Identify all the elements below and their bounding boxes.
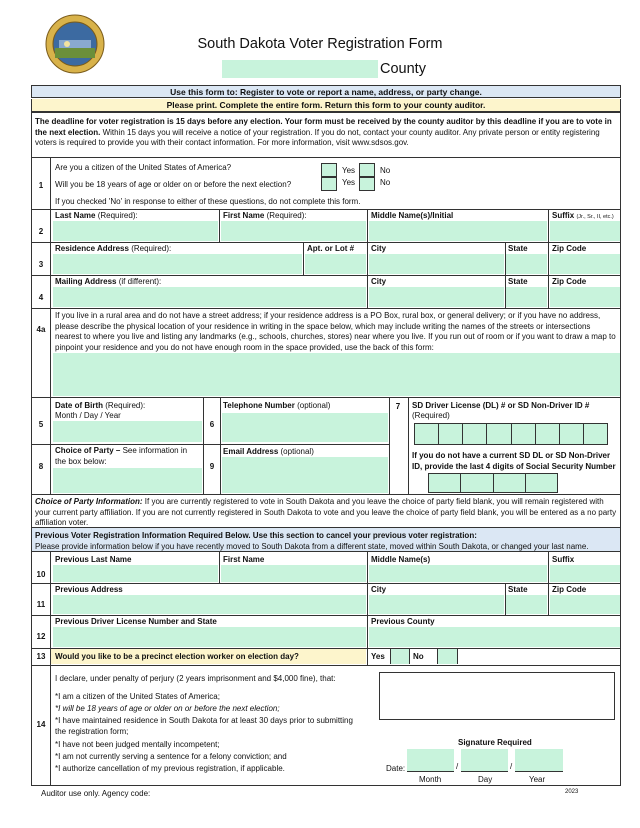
signature-required-label: Signature Required bbox=[458, 738, 532, 747]
dob-input[interactable] bbox=[53, 421, 202, 442]
declaration-5: *I am not currently serving a sentence for a felony conviction; and bbox=[55, 752, 287, 761]
middle-name-label: Middle Name(s)/Initial bbox=[371, 211, 454, 220]
party-label: Choice of Party – See information in the box below: bbox=[55, 446, 188, 466]
dl-required: (Required) bbox=[412, 411, 450, 420]
prev-suffix-label: Suffix bbox=[552, 555, 575, 564]
dob-format: Month / Day / Year bbox=[55, 411, 121, 420]
section-4-number: 4 bbox=[38, 293, 44, 302]
age-yes-checkbox[interactable] bbox=[321, 177, 337, 191]
section-8-number: 8 bbox=[38, 462, 44, 471]
election-worker-no-label: No bbox=[413, 652, 424, 661]
citizen-no-label: No bbox=[380, 166, 391, 175]
residence-state-label: State bbox=[508, 244, 528, 253]
prev-zip-input[interactable] bbox=[550, 595, 620, 614]
auditor-use-label: Auditor use only. Agency code: bbox=[41, 789, 151, 798]
dl-label: SD Driver License (DL) # or SD Non-Driver ID # bbox=[412, 401, 590, 410]
email-label: Email Address (optional) bbox=[223, 447, 314, 456]
phone-input[interactable] bbox=[222, 413, 388, 442]
dob-label: Date of Birth (Required): bbox=[55, 401, 146, 410]
prev-zip-label: Zip Code bbox=[552, 585, 587, 594]
prev-middle-name-input[interactable] bbox=[369, 565, 547, 582]
section-13-number: 13 bbox=[36, 652, 46, 661]
last-name-label: Last Name (Required): bbox=[55, 211, 138, 220]
deadline-normal: Within 15 days you will receive a notice of your registration. If you do not, contact your county auditor. Any private person or entity registering voters is required to provide you with their contact information. For more information, visit www.sdsos.gov. bbox=[35, 127, 600, 147]
dl-digit-boxes[interactable] bbox=[414, 423, 608, 445]
section-2-number: 2 bbox=[38, 227, 44, 236]
residence-address-input[interactable] bbox=[53, 254, 302, 274]
residence-state-input[interactable] bbox=[506, 254, 547, 274]
sign-day-input[interactable] bbox=[461, 749, 508, 772]
deadline-text bbox=[35, 117, 617, 149]
no-dl-instructions: If you do not have a current SD DL or SD Non-Driver ID, provide the last 4 digits of Social Security Number bbox=[412, 451, 616, 471]
prev-dl-input[interactable] bbox=[53, 627, 366, 647]
date-label: Date: bbox=[386, 764, 406, 773]
residence-address-label: Residence Address (Required): bbox=[55, 244, 172, 253]
citizen-note: If you checked 'No' in response to either of these questions, do not complete this form. bbox=[55, 197, 361, 206]
section-5-number: 5 bbox=[38, 420, 44, 429]
sign-year-input[interactable] bbox=[515, 749, 563, 772]
mailing-zip-input[interactable] bbox=[550, 287, 620, 307]
party-input[interactable] bbox=[53, 468, 202, 493]
prev-state-input[interactable] bbox=[506, 595, 547, 614]
prev-first-name-label: First Name bbox=[223, 555, 265, 564]
email-input[interactable] bbox=[222, 457, 388, 493]
mailing-zip-label: Zip Code bbox=[552, 277, 587, 286]
residence-city-label: City bbox=[371, 244, 387, 253]
signature-box[interactable] bbox=[379, 672, 615, 720]
prev-last-name-input[interactable] bbox=[53, 565, 218, 582]
apt-label: Apt. or Lot # bbox=[307, 244, 355, 253]
prev-dl-label: Previous Driver License Number and State bbox=[55, 617, 217, 626]
age-question: Will you be 18 years of age or older on or before the next election? bbox=[55, 180, 292, 189]
sign-month-input[interactable] bbox=[407, 749, 454, 772]
section-1-number: 1 bbox=[38, 181, 44, 190]
declaration-2: *I will be 18 years of age or older on or before the next election; bbox=[55, 704, 280, 713]
section-7-number: 7 bbox=[395, 402, 401, 411]
please-print-banner: Please print. Complete the entire form. Return this form to your county auditor. bbox=[31, 99, 621, 112]
county-label: County bbox=[380, 61, 426, 77]
citizen-question: Are you a citizen of the United States of America? bbox=[55, 163, 232, 172]
mailing-city-input[interactable] bbox=[369, 287, 504, 307]
first-name-label: First Name (Required): bbox=[223, 211, 307, 220]
section-4a-number: 4a bbox=[36, 325, 46, 334]
form-year: 2023 bbox=[565, 789, 579, 795]
section-9-number: 9 bbox=[209, 462, 215, 471]
residence-zip-input[interactable] bbox=[550, 254, 620, 274]
prev-last-name-label: Previous Last Name bbox=[55, 555, 132, 564]
last-name-input[interactable] bbox=[53, 221, 218, 241]
first-name-input[interactable] bbox=[221, 221, 366, 241]
election-worker-no-box[interactable] bbox=[437, 649, 458, 664]
prev-state-label: State bbox=[508, 585, 528, 594]
month-label: Month bbox=[419, 775, 442, 784]
declaration-3: *I have maintained residence in South Dakota for at least 30 days prior to submitting the registration form; bbox=[55, 716, 353, 736]
county-input[interactable] bbox=[222, 60, 378, 78]
mailing-address-label: Mailing Address (if different): bbox=[55, 277, 162, 286]
prev-county-label: Previous County bbox=[371, 617, 435, 626]
section-14-number: 14 bbox=[36, 720, 46, 729]
section-6-number: 6 bbox=[209, 420, 215, 429]
section-10-number: 10 bbox=[36, 570, 46, 579]
use-form-banner: Use this form to: Register to vote or report a name, address, or party change. bbox=[31, 85, 621, 98]
prev-suffix-input[interactable] bbox=[550, 565, 620, 582]
citizen-yes-checkbox[interactable] bbox=[321, 163, 337, 177]
election-worker-question: Would you like to be a precinct election worker on election day? bbox=[55, 652, 299, 661]
citizen-no-checkbox[interactable] bbox=[359, 163, 375, 177]
section-12-number: 12 bbox=[36, 632, 46, 641]
prev-first-name-input[interactable] bbox=[221, 565, 366, 582]
election-worker-yes-label: Yes bbox=[371, 652, 385, 661]
day-label: Day bbox=[478, 775, 493, 784]
mailing-state-input[interactable] bbox=[506, 287, 547, 307]
age-no-label: No bbox=[380, 178, 391, 187]
date-slash-2: / bbox=[510, 762, 513, 771]
suffix-input[interactable] bbox=[550, 221, 620, 241]
prev-city-input[interactable] bbox=[369, 595, 504, 614]
prev-middle-name-label: Middle Name(s) bbox=[371, 555, 431, 564]
prev-address-input[interactable] bbox=[53, 595, 366, 614]
age-yes-label: Yes bbox=[342, 178, 356, 187]
declaration-1: *I am a citizen of the United States of America; bbox=[55, 692, 220, 701]
rural-address-input[interactable] bbox=[53, 353, 620, 396]
previous-subheading: Please provide information below if you have recently moved to South Dakota from a different state, moved within South Dakota, or changed your last name. bbox=[35, 542, 589, 551]
apt-input[interactable] bbox=[305, 254, 366, 274]
section-3-number: 3 bbox=[38, 260, 44, 269]
party-info-text: Choice of Party Information: If you are currently registered to vote in South Dakota and you leave the choice of party field blank, you will remain registered with your current party affiliation. If you are not currently registered in South Dakota to vote and you leave the choice of party field blank, you will be entered as a no party affiliation voter. bbox=[35, 497, 617, 527]
election-worker-yes-box[interactable] bbox=[390, 649, 410, 664]
residence-zip-label: Zip Code bbox=[552, 244, 587, 253]
prev-address-label: Previous Address bbox=[55, 585, 123, 594]
age-no-checkbox[interactable] bbox=[359, 177, 375, 191]
phone-label: Telephone Number (optional) bbox=[223, 401, 331, 410]
form-title: South Dakota Voter Registration Form bbox=[197, 36, 443, 52]
section-11-number: 11 bbox=[36, 600, 46, 609]
prev-county-input[interactable] bbox=[369, 627, 620, 647]
year-label: Year bbox=[529, 775, 546, 784]
suffix-label: Suffix (Jr., Sr., II, etc.) bbox=[552, 211, 614, 220]
mailing-state-label: State bbox=[508, 277, 528, 286]
mailing-city-label: City bbox=[371, 277, 387, 286]
residence-city-input[interactable] bbox=[369, 254, 504, 274]
state-seal bbox=[45, 14, 105, 74]
rural-address-instructions: If you live in a rural area and do not have a street address; if your residence address is a PO Box, rural box, or general delivery; or if you have no address, please describe the physical location of your residence in writing in the space below, which may include writing the names of the streets or intersections nearest to where you live and listing any landmarks (e.g., schools, churches, stores) near where you live. If you run out of room or if you want to draw a map to pinpoint your residence and you do not have enough room in the space provided, use the back of this form: bbox=[55, 311, 616, 352]
declaration-6: *I authorize cancellation of my previous registration, if applicable. bbox=[55, 764, 285, 773]
previous-heading: Previous Voter Registration Information Required Below. Use this section to cancel your previous voter registration: bbox=[35, 531, 477, 540]
ssn-digit-boxes[interactable] bbox=[428, 473, 558, 493]
perjury-intro: I declare, under penalty of perjury (2 years imprisonment and $4,000 fine), that: bbox=[55, 674, 336, 683]
date-slash-1: / bbox=[456, 762, 459, 771]
citizen-yes-label: Yes bbox=[342, 166, 356, 175]
deadline-bold: The deadline for voter registration is 15 days before any election. Your form must be received by the county auditor by this deadline if you are to vote in the next election. bbox=[35, 117, 612, 137]
prev-city-label: City bbox=[371, 585, 387, 594]
declaration-4: *I have not been judged mentally incompetent; bbox=[55, 740, 220, 749]
middle-name-input[interactable] bbox=[369, 221, 547, 241]
mailing-address-input[interactable] bbox=[53, 287, 366, 307]
